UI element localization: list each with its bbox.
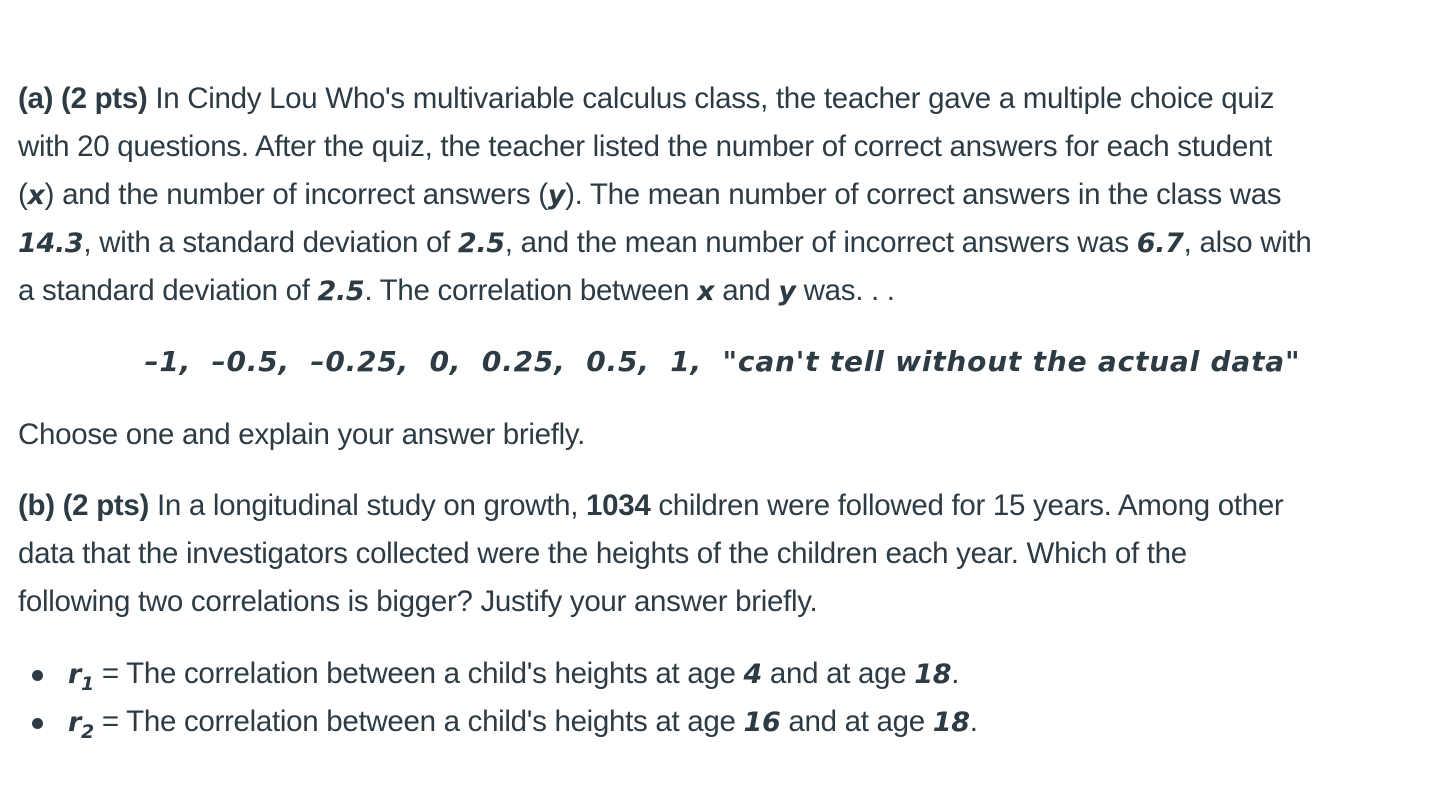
math-sd-y: 2.5 [317,276,365,307]
text: , with a standard deviation of [83,226,458,259]
text: a standard deviation of [18,274,318,307]
text: ). The mean number of correct answers in the class was [565,178,1282,211]
part-a-line-3 [18,171,1438,219]
part-b-line-2: data that the investigators collected were the heights of the children each year. Which of the [18,537,1187,570]
text: children were followed for 15 years. Among other [658,489,1284,522]
math-mean-x: 14.3 [18,228,84,259]
math-age: 16 [743,707,781,738]
text: . The correlation between [364,274,698,307]
part-b-line-3: following two correlations is bigger? Justify your answer briefly. [18,585,818,618]
subscript: 2 [81,721,94,743]
part-a-line-2 [18,123,1438,171]
bullet-dot [32,718,43,729]
part-b-label: (b) (2 pts) [18,489,150,522]
math-mean-y: 6.7 [1136,228,1184,259]
text: , and the mean number of incorrect answers was [504,226,1137,259]
math-r: r [68,707,82,738]
text: In a longitudinal study on growth, [156,489,579,522]
text: with 20 questions. After the quiz, the teacher listed the number of correct answers for each student [18,130,1272,163]
part-b-paragraph [18,482,1438,626]
instruction-text: Choose one and explain your answer briefly. [18,418,586,451]
math-x: x [697,276,715,307]
choice: 0.25, [481,345,566,378]
text: was. . . [795,274,895,307]
choice: 0, [429,345,462,378]
text: ( [18,178,28,211]
text: In Cindy Lou Who's multivariable calculus class, the teacher gave a multiple choice quiz [155,82,1275,115]
math-age: 18 [914,659,952,690]
choice: –1, [144,345,192,378]
math-r: r [68,659,82,690]
choice: 0.5, [586,345,650,378]
list-item-r2 [18,698,978,746]
part-a-label: (a) (2 pts) [18,82,148,115]
part-a-line-4 [18,219,1438,267]
text: = The correlation between a child's heights at age [93,657,744,690]
choice: –0.25, [310,345,410,378]
math-y: y [778,276,796,307]
text: . [951,657,960,690]
choice: "can't tell without the actual data" [722,345,1301,378]
text: ) and the number of incorrect answers ( [44,178,548,211]
list-item-r1 [18,650,978,698]
part-a-line-5 [18,267,1438,315]
part-b-line-1 [18,482,1438,530]
math-x: x [27,180,45,211]
subscript: 1 [81,673,94,695]
text: , also with [1183,226,1312,259]
math-sd-x: 2.5 [457,228,505,259]
bullet-dot [32,670,43,681]
text: . [969,705,978,738]
text: and at age [780,705,933,738]
choice: –0.5, [211,345,290,378]
children-count: 1034 [586,489,651,522]
math-age: 18 [932,707,970,738]
answer-choices [0,340,1445,384]
text: and [714,274,779,307]
text: = The correlation between a child's heights at age [93,705,744,738]
choice: 1, [670,345,702,378]
math-age: 4 [743,659,762,690]
part-a-line-1 [18,75,1438,123]
text: and at age [762,657,915,690]
math-y: y [547,180,566,211]
part-a-instruction [18,411,1438,459]
correlation-list [18,650,978,746]
part-a-paragraph [18,75,1438,315]
